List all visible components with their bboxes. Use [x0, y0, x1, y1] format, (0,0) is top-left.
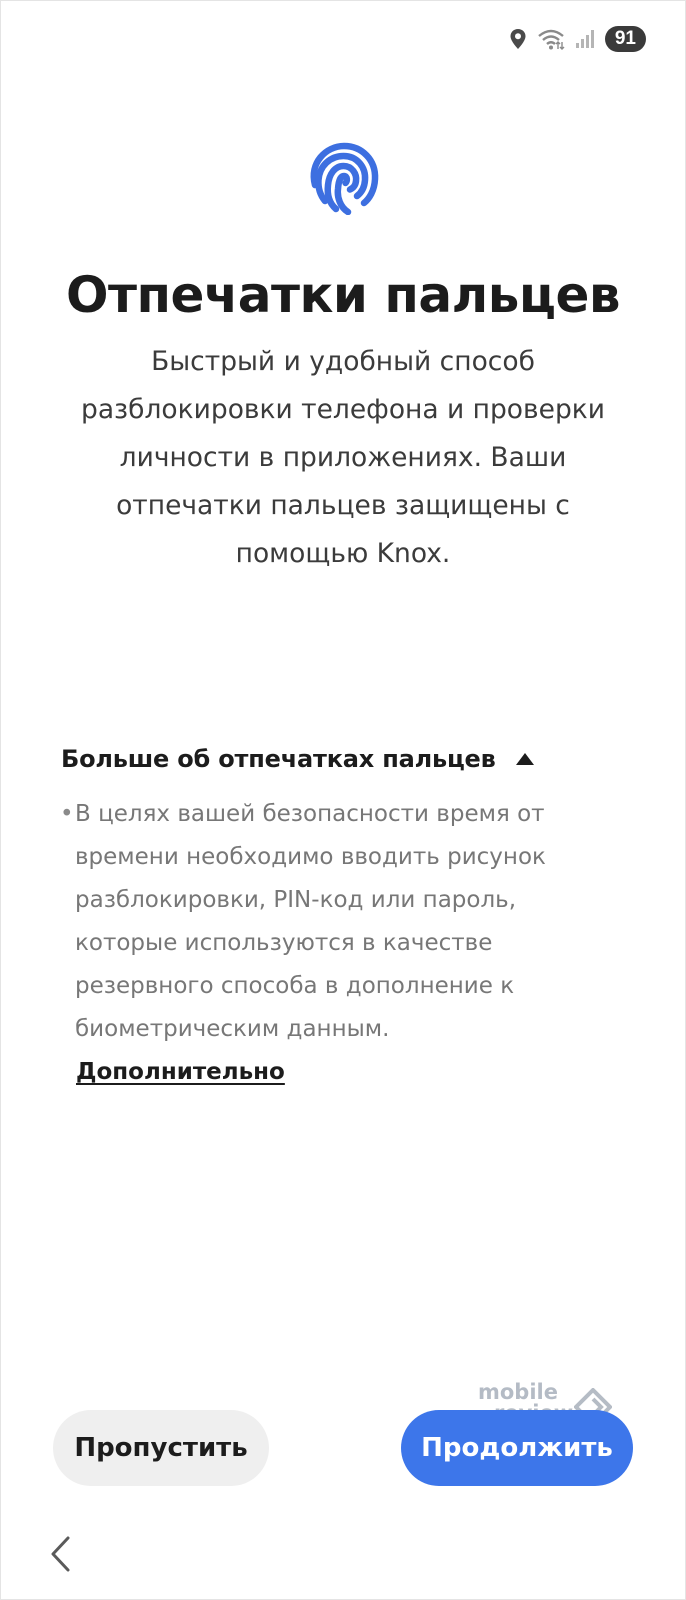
cellular-signal-icon	[575, 29, 595, 49]
location-icon	[509, 28, 527, 50]
list-item	[60, 793, 620, 1051]
watermark-line1: mobile	[478, 1380, 558, 1404]
caret-up-icon	[516, 753, 534, 765]
battery-level: 91	[605, 26, 646, 52]
fingerprint-icon	[306, 141, 380, 215]
bullet-icon: •	[60, 801, 74, 827]
skip-button[interactable]: Пропустить	[53, 1410, 269, 1486]
wifi-icon	[537, 28, 565, 50]
chevron-left-icon[interactable]	[46, 1535, 76, 1573]
more-info-list	[60, 793, 620, 1051]
page-title: Отпечатки пальцев	[66, 266, 620, 324]
status-bar	[509, 26, 646, 52]
more-details-link[interactable]: Дополнительно	[76, 1059, 285, 1085]
more-info-title: Больше об отпечатках пальцев	[61, 745, 496, 773]
list-item-text: В целях вашей безопасности время от времени необходимо вводить рисунок разблокировки, PIN-код или пароль, которые используются в качестве резервного способа в дополнение к биометрическим данным.	[75, 801, 546, 1042]
page-description: Быстрый и удобный способ разблокировки телефона и проверки личности в приложениях. Ваши отпечатки пальцев защищены с помощью Knox.	[81, 346, 605, 569]
continue-button[interactable]: Продолжить	[401, 1410, 633, 1486]
more-info-toggle[interactable]	[61, 741, 534, 777]
